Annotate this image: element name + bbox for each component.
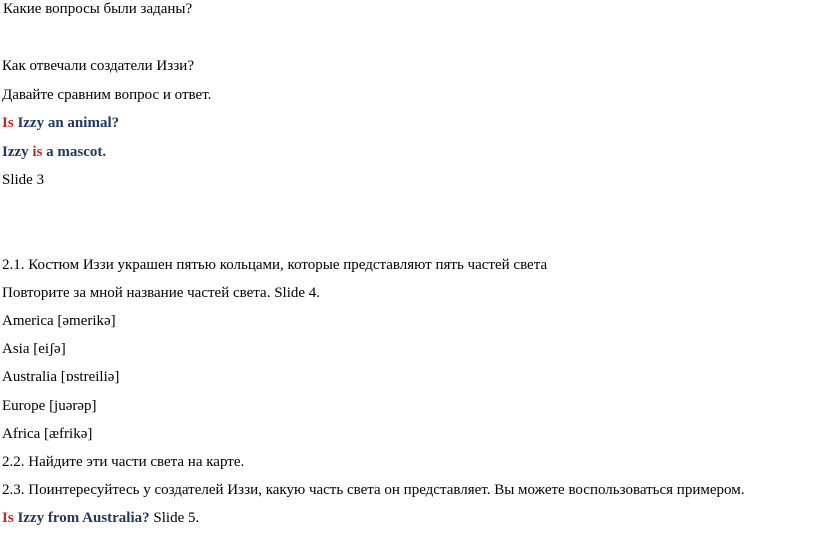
answer-rest: a mascot. [46,144,107,160]
slide-3-label: Slide 3 [2,172,45,188]
question2-word-is: Is [2,510,14,526]
question-word-is: Is [2,115,14,131]
question-izzy-from-australia [2,509,199,527]
repeat-line: Повторите за мной название частей света. Slide 4. [2,285,321,301]
slide-5-label: Slide 5. [149,510,200,526]
question2-rest: Izzy from Australia? [17,510,150,526]
rings-intro-line: 2.1. Костюм Иззи украшен пятью кольцами, которые представляют пять частей света [2,257,548,273]
creators-answer-line: Как отвечали создатели Иззи? [2,58,194,74]
america-line: America [əmerikə] [2,313,116,329]
question-rest: Izzy an animal? [17,115,120,131]
asia-line: Asia [eiʃə] [2,341,66,357]
africa-line: Africa [æfrikə] [2,426,93,442]
questions-heading: Какие вопросы были заданы? [3,1,193,17]
europe-line: Europe [juərəp] [2,398,97,414]
answer-word-izzy: Izzy [2,144,29,160]
answer-izzy-mascot [2,143,106,161]
inquire-line: 2.3. Поинтересуйтесь у создателей Иззи, какую часть света он представляет. Вы можете воспользоваться примером. [2,482,745,498]
find-on-map-line: 2.2. Найдите эти части света на карте. [2,454,245,470]
answer-word-is: is [32,144,43,160]
australia-line: Australia [ɒstreiliə] [2,369,120,385]
question-is-izzy-animal [2,114,119,132]
compare-line: Давайте сравним вопрос и ответ. [2,87,212,103]
